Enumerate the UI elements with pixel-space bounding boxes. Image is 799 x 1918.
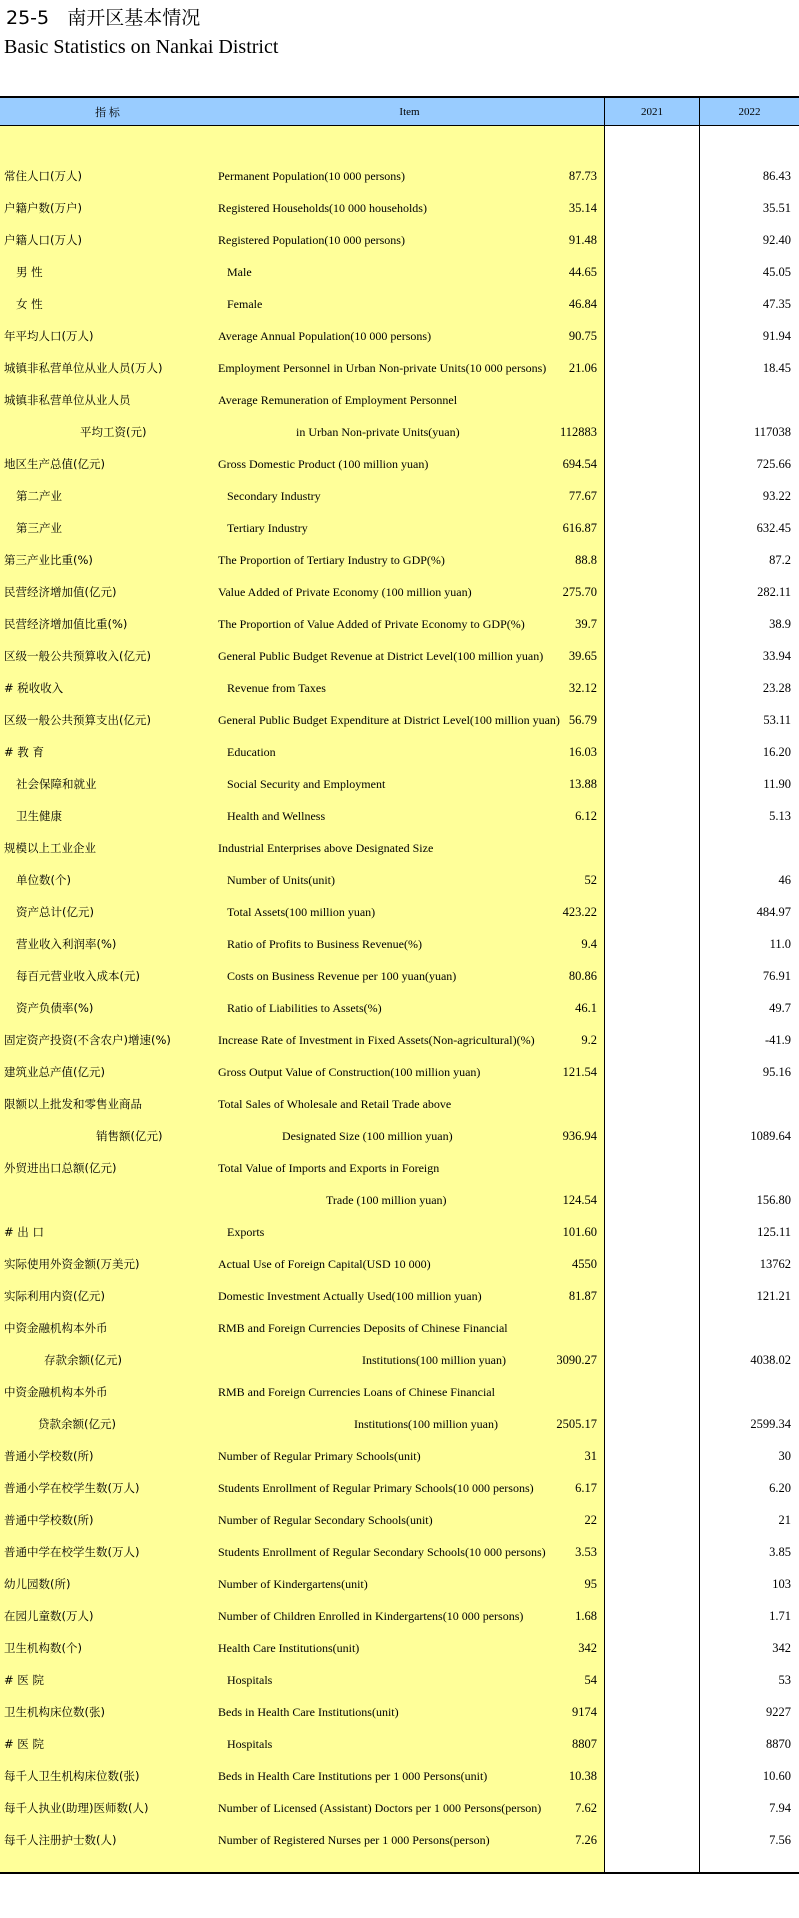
value-2021: 4550: [572, 1257, 597, 1271]
indicator-en: Social Security and Employment: [227, 777, 386, 791]
value-2021: 9174: [572, 1705, 597, 1719]
value-2021: 124.54: [562, 1193, 597, 1207]
table-row: [0, 1728, 799, 1760]
indicator-en: Costs on Business Revenue per 100 yuan(yuan): [227, 969, 457, 983]
value-2021: 81.87: [568, 1289, 597, 1303]
header-indicator: 指 标: [0, 98, 215, 125]
indicator-en: Revenue from Taxes: [227, 681, 326, 695]
value-2021: 22: [584, 1513, 597, 1527]
indicator-cn: 在园儿童数(万人): [4, 1609, 94, 1623]
table-row: [0, 800, 799, 832]
value-2022: 125.11: [757, 1225, 791, 1239]
value-2022: 156.80: [756, 1193, 791, 1207]
value-2021: 88.8: [575, 553, 597, 567]
value-2022: 7.94: [769, 1801, 791, 1815]
table-row: [0, 1184, 799, 1216]
indicator-en: Gross Domestic Product (100 million yuan): [218, 457, 429, 471]
value-2021: 80.86: [568, 969, 597, 983]
table-title-en: Basic Statistics on Nankai District: [4, 36, 279, 58]
value-2022: 632.45: [756, 521, 791, 535]
indicator-en: Beds in Health Care Institutions(unit): [218, 1705, 399, 1719]
value-2022: 21: [778, 1513, 791, 1527]
header-year-2022: 2022: [700, 98, 799, 125]
indicator-en: Actual Use of Foreign Capital(USD 10 000): [218, 1257, 431, 1271]
indicator-en: Female: [227, 297, 263, 311]
indicator-en: Industrial Enterprises above Designated Size: [218, 841, 434, 855]
value-2022: 45.05: [762, 265, 791, 279]
indicator-cn: 民营经济增加值(亿元): [4, 585, 117, 599]
table-row: [0, 1376, 799, 1408]
value-2021: 3.53: [575, 1545, 597, 1559]
indicator-cn: 户籍户数(万户): [4, 201, 82, 215]
indicator-en: Hospitals: [227, 1737, 273, 1751]
table-row: [0, 896, 799, 928]
value-2022: 725.66: [756, 457, 791, 471]
indicator-cn: 城镇非私营单位从业人员: [4, 393, 131, 407]
table-row: [0, 288, 799, 320]
header-rule: [0, 125, 799, 126]
value-2022: 103: [772, 1577, 791, 1591]
value-2021: 32.12: [568, 681, 597, 695]
value-2022: 6.20: [769, 1481, 791, 1495]
value-2022: 53: [778, 1673, 791, 1687]
value-2021: 52: [584, 873, 597, 887]
indicator-cn: 卫生健康: [16, 809, 62, 823]
table-row: [0, 192, 799, 224]
value-2022: 2599.34: [750, 1417, 791, 1431]
value-2022: -41.9: [764, 1033, 791, 1047]
table-row: [0, 960, 799, 992]
table-row: [0, 1248, 799, 1280]
indicator-cn: 第三产业: [16, 521, 62, 535]
indicator-en: Institutions(100 million yuan): [354, 1417, 498, 1431]
table-row: [0, 1568, 799, 1600]
indicator-en: RMB and Foreign Currencies Deposits of Chinese Financial: [218, 1321, 508, 1335]
table-row: [0, 480, 799, 512]
table-row: [0, 160, 799, 192]
value-2021: 8807: [572, 1737, 597, 1751]
indicator-cn: 外贸进出口总额(亿元): [4, 1161, 117, 1175]
value-2021: 423.22: [562, 905, 597, 919]
value-2022: 38.9: [769, 617, 791, 631]
table-row: [0, 384, 799, 416]
table-row: [0, 864, 799, 896]
value-2022: 121.21: [756, 1289, 791, 1303]
value-2021: 95: [584, 1577, 597, 1591]
indicator-cn: # 出 口: [4, 1225, 44, 1239]
value-2021: 275.70: [562, 585, 597, 599]
table-title-cn: 25-5 南开区基本情况: [6, 7, 201, 29]
value-2022: 282.11: [757, 585, 791, 599]
table-row: [0, 1664, 799, 1696]
indicator-cn: 户籍人口(万人): [4, 233, 82, 247]
value-2021: 90.75: [568, 329, 597, 343]
indicator-cn: 第二产业: [16, 489, 62, 503]
indicator-en: Health and Wellness: [227, 809, 326, 823]
value-2022: 11.90: [763, 777, 791, 791]
table-row: [0, 512, 799, 544]
table-row: [0, 1824, 799, 1856]
indicator-cn: 实际利用内资(亿元): [4, 1289, 105, 1303]
value-2021: 91.48: [568, 233, 597, 247]
indicator-cn: 卫生机构数(个): [4, 1641, 82, 1655]
value-2022: 30: [778, 1449, 791, 1463]
indicator-en: The Proportion of Value Added of Private Economy to GDP(%): [218, 617, 525, 631]
value-2021: 2505.17: [556, 1417, 597, 1431]
indicator-en: Number of Children Enrolled in Kindergartens(10 000 persons): [218, 1609, 524, 1623]
indicator-en: Education: [227, 745, 276, 759]
value-2022: 4038.02: [750, 1353, 791, 1367]
indicator-cn: 区级一般公共预算支出(亿元): [4, 713, 151, 727]
indicator-en: Average Remuneration of Employment Personnel: [218, 393, 458, 407]
indicator-cn: 区级一般公共预算收入(亿元): [4, 649, 151, 663]
indicator-cn: 固定资产投资(不含农户)增速(%): [4, 1033, 171, 1047]
indicator-en: Number of Licensed (Assistant) Doctors per 1 000 Persons(person): [218, 1801, 542, 1815]
indicator-cn: 存款余额(亿元): [44, 1353, 122, 1367]
indicator-en: RMB and Foreign Currencies Loans of Chinese Financial: [218, 1385, 495, 1399]
value-2022: 47.35: [762, 297, 791, 311]
indicator-cn: 民营经济增加值比重(%): [4, 617, 128, 631]
value-2022: 5.13: [769, 809, 791, 823]
indicator-cn: 第三产业比重(%): [4, 553, 93, 567]
indicator-en: Total Assets(100 million yuan): [227, 905, 376, 919]
indicator-en: Tertiary Industry: [227, 521, 308, 535]
indicator-en: Number of Regular Secondary Schools(unit): [218, 1513, 433, 1527]
value-2022: 91.94: [762, 329, 791, 343]
table-row: [0, 416, 799, 448]
value-2022: 10.60: [762, 1769, 791, 1783]
indicator-cn: 每百元营业收入成本(元): [16, 969, 140, 983]
value-2022: 1.71: [769, 1609, 791, 1623]
value-2022: 95.16: [762, 1065, 791, 1079]
value-2022: 33.94: [762, 649, 791, 663]
table-row: [0, 1088, 799, 1120]
bottom-rule: [0, 1872, 799, 1874]
indicator-en: Beds in Health Care Institutions per 1 000 Persons(unit): [218, 1769, 488, 1783]
value-2021: 6.17: [575, 1481, 597, 1495]
value-2022: 1089.64: [750, 1129, 791, 1143]
indicator-en: in Urban Non-private Units(yuan): [296, 425, 460, 439]
indicator-cn: 普通中学在校学生数(万人): [4, 1545, 140, 1559]
table-row: [0, 832, 799, 864]
indicator-cn: 普通中学校数(所): [4, 1513, 94, 1527]
indicator-en: Male: [227, 265, 252, 279]
table-row: [0, 1696, 799, 1728]
value-2021: 694.54: [562, 457, 597, 471]
value-2022: 87.2: [769, 553, 791, 567]
table-row: [0, 768, 799, 800]
indicator-en: Average Annual Population(10 000 persons): [218, 329, 432, 343]
value-2021: 39.65: [568, 649, 597, 663]
value-2022: 16.20: [762, 745, 791, 759]
table-row: [0, 1024, 799, 1056]
indicator-cn: 幼儿园数(所): [4, 1577, 71, 1591]
value-2022: 13762: [759, 1257, 791, 1271]
table-row: [0, 352, 799, 384]
header-item: Item: [215, 98, 604, 125]
indicator-en: Students Enrollment of Regular Primary Schools(10 000 persons): [218, 1481, 534, 1495]
value-2022: 53.11: [763, 713, 791, 727]
table-row: [0, 1408, 799, 1440]
indicator-cn: 男 性: [16, 265, 43, 279]
table-row: [0, 1120, 799, 1152]
value-2021: 35.14: [568, 201, 597, 215]
indicator-en: Ratio of Liabilities to Assets(%): [227, 1001, 382, 1015]
indicator-en: Hospitals: [227, 1673, 273, 1687]
indicator-cn: 贷款余额(亿元): [38, 1417, 116, 1431]
indicator-cn: 销售额(亿元): [96, 1129, 163, 1143]
value-2022: 92.40: [762, 233, 791, 247]
indicator-cn: 卫生机构床位数(张): [4, 1705, 105, 1719]
value-2021: 9.4: [581, 937, 597, 951]
table-row: [0, 1536, 799, 1568]
table-row: [0, 928, 799, 960]
indicator-en: Registered Population(10 000 persons): [218, 233, 405, 247]
value-2022: 35.51: [762, 201, 791, 215]
indicator-en: Registered Households(10 000 households): [218, 201, 427, 215]
value-2021: 7.26: [575, 1833, 597, 1847]
indicator-cn: # 医 院: [4, 1673, 44, 1687]
indicator-cn: # 教 育: [4, 745, 44, 759]
table-row: [0, 992, 799, 1024]
indicator-en: Number of Registered Nurses per 1 000 Persons(person): [218, 1833, 490, 1847]
indicator-cn: 普通小学在校学生数(万人): [4, 1481, 140, 1495]
indicator-cn: 社会保障和就业: [16, 777, 97, 791]
value-2021: 112883: [559, 425, 597, 439]
indicator-cn: 中资金融机构本外币: [4, 1385, 108, 1399]
value-2021: 10.38: [568, 1769, 597, 1783]
indicator-en: Permanent Population(10 000 persons): [218, 169, 405, 183]
indicator-en: Increase Rate of Investment in Fixed Assets(Non-agricultural)(%): [218, 1033, 535, 1047]
value-2021: 936.94: [562, 1129, 597, 1143]
table-row: [0, 1632, 799, 1664]
table-row: [0, 672, 799, 704]
table-row: [0, 1792, 799, 1824]
table-row: [0, 544, 799, 576]
value-2021: 13.88: [568, 777, 597, 791]
table-row: [0, 1152, 799, 1184]
indicator-en: Trade (100 million yuan): [326, 1193, 447, 1207]
value-2021: 101.60: [562, 1225, 597, 1239]
table-row: [0, 608, 799, 640]
value-2021: 9.2: [581, 1033, 597, 1047]
value-2022: 3.85: [769, 1545, 791, 1559]
value-2021: 77.67: [568, 489, 597, 503]
value-2021: 16.03: [568, 745, 597, 759]
indicator-cn: 资产总计(亿元): [16, 905, 94, 919]
table-row: [0, 1600, 799, 1632]
value-2021: 3090.27: [556, 1353, 597, 1367]
indicator-cn: 规模以上工业企业: [4, 841, 96, 855]
table-row: [0, 576, 799, 608]
table-row: [0, 448, 799, 480]
value-2022: 93.22: [762, 489, 791, 503]
indicator-cn: 每千人卫生机构床位数(张): [4, 1769, 140, 1783]
indicator-en: Institutions(100 million yuan): [362, 1353, 506, 1367]
value-2022: 49.7: [769, 1001, 791, 1015]
table-row: [0, 320, 799, 352]
indicator-en: Total Value of Imports and Exports in Foreign: [218, 1161, 440, 1175]
value-2021: 616.87: [562, 521, 597, 535]
value-2021: 121.54: [562, 1065, 597, 1079]
indicator-cn: 每千人注册护士数(人): [4, 1833, 117, 1847]
value-2021: 31: [584, 1449, 597, 1463]
indicator-cn: 每千人执业(助理)医师数(人): [4, 1801, 149, 1815]
value-2022: 9227: [766, 1705, 791, 1719]
indicator-en: The Proportion of Tertiary Industry to GDP(%): [218, 553, 445, 567]
indicator-cn: 常住人口(万人): [4, 169, 82, 183]
indicator-en: Total Sales of Wholesale and Retail Trade above: [218, 1097, 452, 1111]
indicator-cn: # 税收收入: [4, 681, 64, 695]
table-row: [0, 1760, 799, 1792]
indicator-cn: 中资金融机构本外币: [4, 1321, 108, 1335]
table-row: [0, 1440, 799, 1472]
table-row: [0, 1280, 799, 1312]
indicator-en: Domestic Investment Actually Used(100 million yuan): [218, 1289, 482, 1303]
value-2022: 11.0: [769, 937, 791, 951]
value-2021: 21.06: [568, 361, 597, 375]
indicator-en: Designated Size (100 million yuan): [282, 1129, 453, 1143]
table-row: [0, 1344, 799, 1376]
table-row: [0, 1312, 799, 1344]
indicator-cn: 单位数(个): [16, 873, 71, 887]
indicator-cn: 平均工资(元): [80, 425, 147, 439]
indicator-en: Number of Kindergartens(unit): [218, 1577, 368, 1591]
indicator-cn: 城镇非私营单位从业人员(万人): [4, 361, 163, 375]
table-row: [0, 640, 799, 672]
indicator-en: General Public Budget Revenue at District Level(100 million yuan): [218, 649, 544, 663]
indicator-cn: 资产负债率(%): [16, 1001, 94, 1015]
value-2021: 46.84: [568, 297, 597, 311]
indicator-cn: 实际使用外资金额(万美元): [4, 1257, 140, 1271]
value-2022: 7.56: [769, 1833, 791, 1847]
value-2022: 46: [778, 873, 791, 887]
indicator-cn: 年平均人口(万人): [4, 329, 94, 343]
indicator-en: Employment Personnel in Urban Non-private Units(10 000 persons): [218, 361, 547, 375]
value-2021: 87.73: [568, 169, 597, 183]
table-row: [0, 1472, 799, 1504]
table-row: [0, 1504, 799, 1536]
indicator-cn: 地区生产总值(亿元): [4, 457, 105, 471]
indicator-cn: 限额以上批发和零售业商品: [4, 1097, 142, 1111]
value-2022: 117038: [753, 425, 791, 439]
indicator-en: Exports: [227, 1225, 265, 1239]
value-2021: 342: [578, 1641, 597, 1655]
indicator-cn: 普通小学校数(所): [4, 1449, 94, 1463]
value-2021: 46.1: [575, 1001, 597, 1015]
indicator-en: Students Enrollment of Regular Secondary Schools(10 000 persons): [218, 1545, 546, 1559]
indicator-en: General Public Budget Expenditure at District Level(100 million yuan): [218, 713, 560, 727]
top-rule: [0, 96, 799, 98]
value-2021: 39.7: [575, 617, 597, 631]
value-2021: 7.62: [575, 1801, 597, 1815]
table-row: [0, 736, 799, 768]
indicator-en: Health Care Institutions(unit): [218, 1641, 360, 1655]
indicator-cn: 建筑业总产值(亿元): [4, 1065, 105, 1079]
indicator-cn: 女 性: [16, 297, 43, 311]
value-2022: 23.28: [762, 681, 791, 695]
indicator-en: Number of Units(unit): [227, 873, 335, 887]
value-2022: 86.43: [762, 169, 791, 183]
value-2022: 18.45: [762, 361, 791, 375]
value-2021: 44.65: [568, 265, 597, 279]
indicator-en: Value Added of Private Economy (100 million yuan): [218, 585, 472, 599]
table-row: [0, 704, 799, 736]
value-2021: 6.12: [575, 809, 597, 823]
indicator-cn: # 医 院: [4, 1737, 44, 1751]
value-2022: 76.91: [762, 969, 791, 983]
value-2021: 1.68: [575, 1609, 597, 1623]
indicator-cn: 营业收入利润率(%): [16, 937, 117, 951]
value-2021: 56.79: [568, 713, 597, 727]
value-2022: 342: [772, 1641, 791, 1655]
value-2021: 54: [584, 1673, 597, 1687]
value-2022: 8870: [766, 1737, 791, 1751]
value-2022: 484.97: [756, 905, 791, 919]
table-row: [0, 224, 799, 256]
indicator-en: Gross Output Value of Construction(100 million yuan): [218, 1065, 481, 1079]
indicator-en: Secondary Industry: [227, 489, 321, 503]
table-row: [0, 1056, 799, 1088]
indicator-en: Ratio of Profits to Business Revenue(%): [227, 937, 422, 951]
header-year-2021: 2021: [605, 98, 699, 125]
table-row: [0, 256, 799, 288]
table-row: [0, 1216, 799, 1248]
indicator-en: Number of Regular Primary Schools(unit): [218, 1449, 421, 1463]
